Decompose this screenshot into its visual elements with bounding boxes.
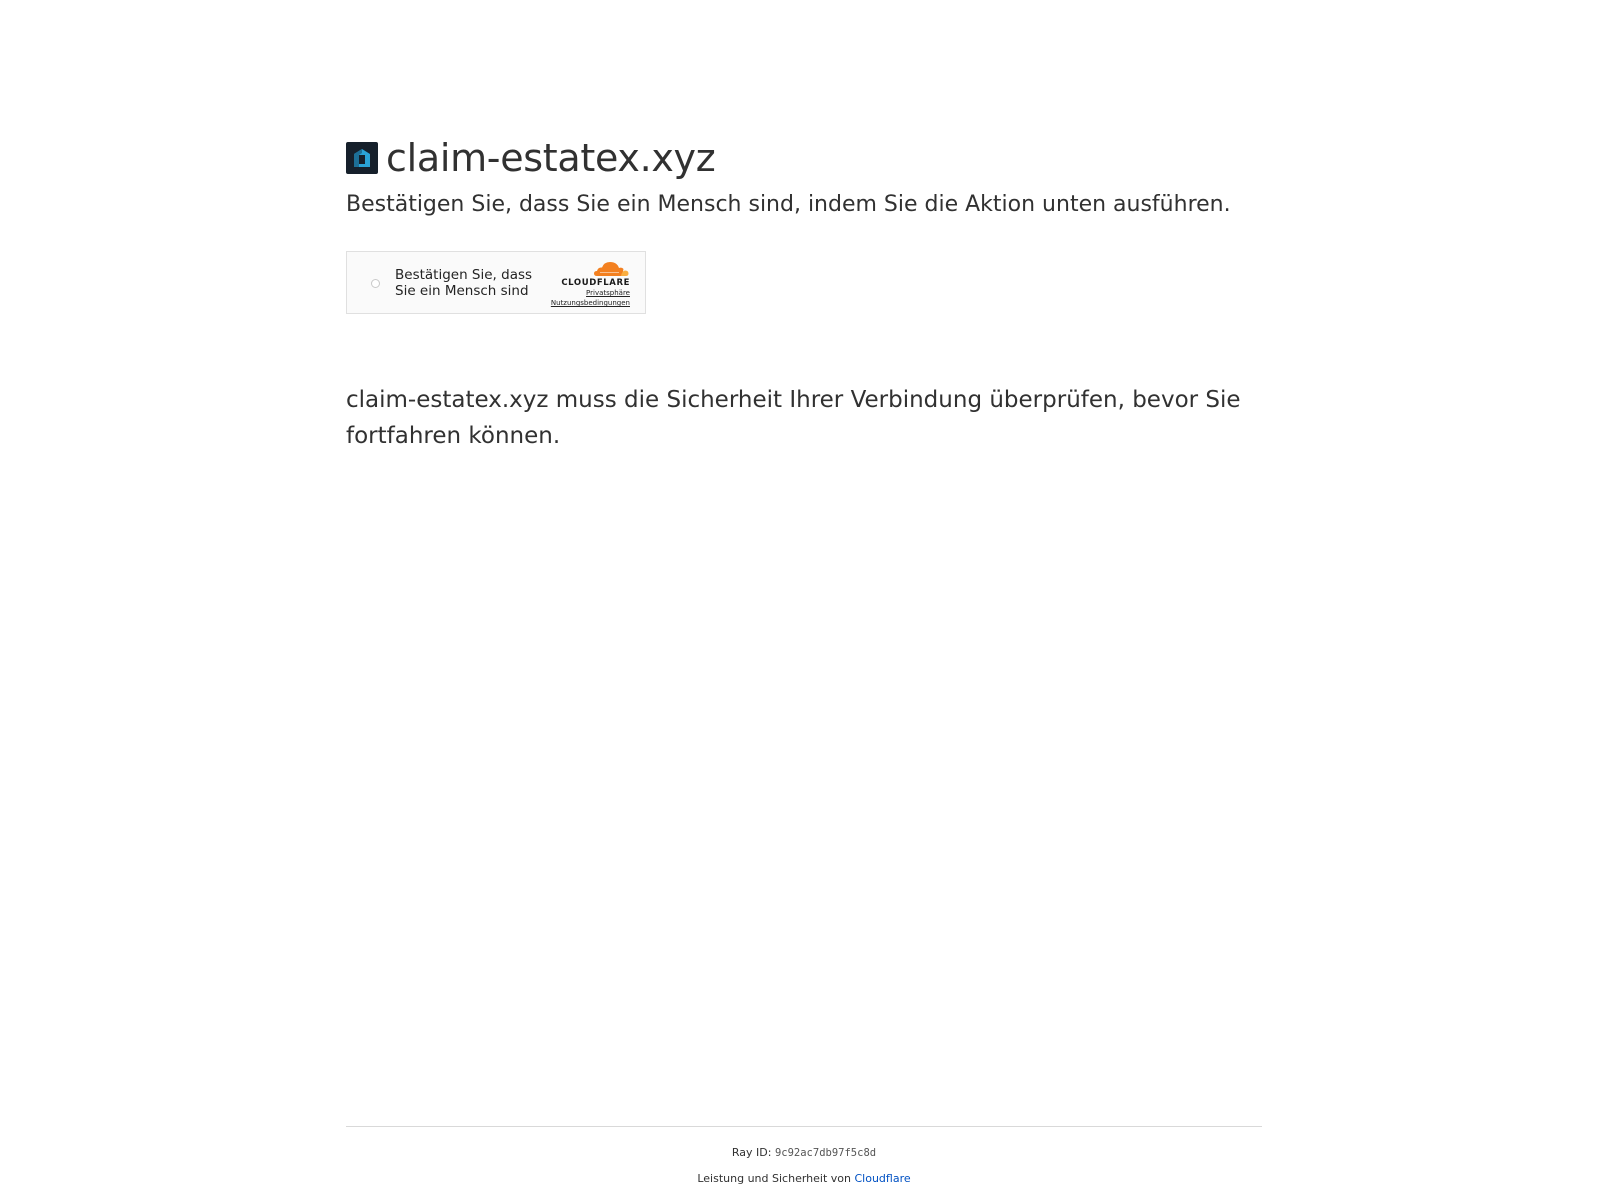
cloudflare-cloud-icon xyxy=(592,258,630,278)
turnstile-widget xyxy=(346,251,646,314)
footer xyxy=(346,1126,1262,1186)
verify-label[interactable]: Bestätigen Sie, dass Sie ein Mensch sind xyxy=(395,267,533,299)
cloudflare-brand xyxy=(540,258,630,308)
ray-id-label: Ray ID: xyxy=(731,1146,772,1159)
ray-id-value: 9c92ac7db97f5c8d xyxy=(774,1147,877,1159)
privacy-link[interactable]: Privatsphäre xyxy=(586,289,630,297)
verify-checkbox[interactable] xyxy=(371,279,380,288)
main-content xyxy=(346,135,1264,454)
cloudflare-footer-link[interactable]: Cloudflare xyxy=(854,1172,911,1185)
performance-text: Leistung und Sicherheit von xyxy=(697,1172,851,1185)
page-subtitle: Bestätigen Sie, dass Sie ein Mensch sind, indem Sie die Aktion unten ausführen. xyxy=(346,192,1231,217)
site-header xyxy=(346,135,1264,181)
site-logo-icon xyxy=(346,142,378,174)
site-title: claim-estatex.xyz xyxy=(386,136,716,180)
ray-id-row xyxy=(346,1146,1262,1160)
security-message: claim-estatex.xyz muss die Sicherheit Ihrer Verbindung überprüfen, bevor Sie fortfahren können. xyxy=(346,387,1241,449)
terms-link[interactable]: Nutzungsbedingungen xyxy=(550,299,630,307)
cloudflare-wordmark: CLOUDFLARE xyxy=(561,278,630,288)
performance-row xyxy=(346,1172,1262,1186)
